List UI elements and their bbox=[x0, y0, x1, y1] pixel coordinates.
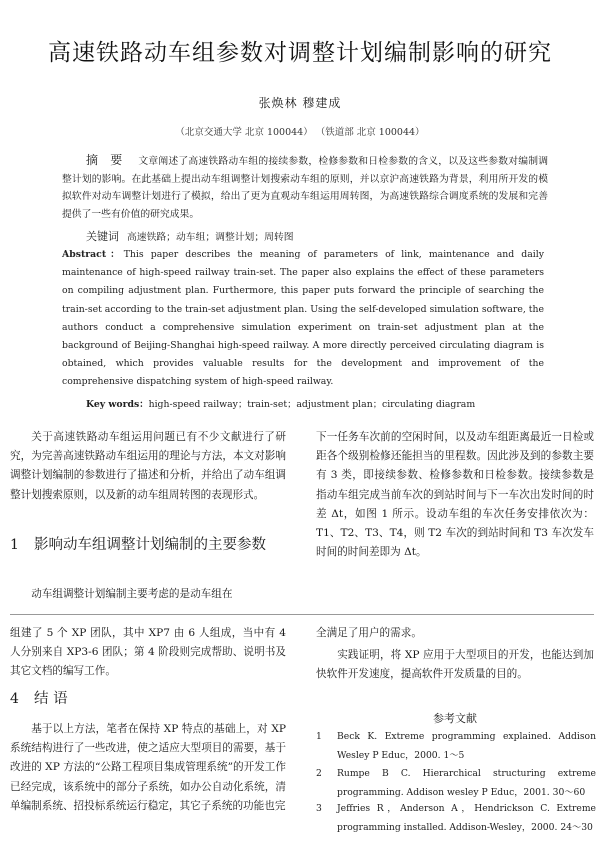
upper-right-paragraph: 下一任务车次前的空闲时间，以及动车组距离最近一日检或距各个级别检修还能担当的里程数。因此涉及到的参数主要有 3 类，即接续参数、检修参数和日检参数。接续参数是指动车组完成当前车次的到站时间与下一车次出发时间的时差 Δt，如图 1 所示。设动车组的车次任务安排依次为：T1、T2、T3、T4，则 T2 车次的到站时间和 T3 车次发车时间的时间差即为 Δt。 bbox=[316, 431, 594, 559]
abstract-en-label: Abstract： bbox=[62, 249, 124, 260]
lower-right-paragraph-2: 实践证明，将 XP 应用于大型项目的开发，也能达到加快软件开发速度，提高软件开发质量的目的。 bbox=[316, 649, 594, 681]
reference-item bbox=[316, 765, 596, 802]
intro-paragraph: 关于高速铁路动车组运用问题已有不少文献进行了研究，为完善高速铁路动车组运用的理论与方法，本文对影响调整计划编制的参数进行了描述和分析，并给出了动车组调整计划搜索原则，以及新的动车组周转图的表现形式。 bbox=[10, 431, 286, 501]
section-4-number: 4 bbox=[10, 691, 19, 707]
abstract-cn-text: 文章阐述了高速铁路动车组的接续参数，检修参数和日检参数的含义，以及这些参数对编制调整计划的影响。在此基础上提出动车组调整计划搜索动车组的原则，并以京沪高速铁路为背景，利用所开发的模拟软件对动车调整计划进行了模拟，给出了更为直观动车组运用周转图，为高速铁路综合调度系统的发展和完善提供了一些有价值的研究成果。 bbox=[62, 156, 549, 220]
abstract-en bbox=[62, 246, 544, 392]
section-4-title: 结 语 bbox=[34, 691, 68, 707]
abstract-cn bbox=[62, 152, 548, 223]
keywords-cn-label: 关键词 bbox=[86, 230, 119, 243]
reference-text: Jeffries R，Anderson A，Hendrickson C. Extreme programming installed. Addison-Wesley，2000. 24～30 bbox=[337, 803, 596, 833]
affiliation: （北京交通大学 北京 100044） （铁道部 北京 100044） bbox=[175, 127, 425, 138]
references-title: 参考文献 bbox=[433, 712, 477, 725]
conclusion-paragraph: 基于以上方法，笔者在保持 XP 特点的基础上，对 XP 系统结构进行了一些改进，使之适应大型项目的需要，基于改进的 XP 方法的“公路工程项目集成管理系统”的开发工作已经完成，该系统中的部分子系统，如办公自动化系统，清单编制系统、招投标系统运行稳定，其它子系统的功能也完 bbox=[10, 723, 286, 812]
reference-text: Beck K. Extreme programming explained. Addison Wesley P Educ，2000. 1～5 bbox=[337, 731, 596, 761]
lower-left-paragraph: 组建了 5 个 XP 团队，其中 XP7 由 6 人组成，当中有 4 人分别来自 XP3-6 团队；第 4 阶段则完成帮助、说明书及其它文档的编写工作。 bbox=[10, 627, 286, 678]
section-1-title: 影响动车组调整计划编制的主要参数 bbox=[34, 537, 266, 553]
keywords-cn bbox=[86, 228, 294, 244]
abstract-cn-label: 摘 要 bbox=[86, 153, 127, 167]
reference-item bbox=[316, 800, 596, 837]
reference-text: Rumpe B C. Hierarchical structuring extreme programming. Addison wesley P Educ，2001. 30～60 bbox=[337, 768, 596, 798]
section-1-paragraph: 动车组调整计划编制主要考虑的是动车组在 bbox=[31, 588, 233, 600]
paper-title: 高速铁路动车组参数对调整计划编制影响的研究 bbox=[48, 40, 552, 66]
abstract-en-text: This paper describes the meaning of parameters of link, maintenance and daily maintenance of high-speed railway train-set. The paper also explains the effect of these parameters on compiling adjustment plan. Furthermore, this paper puts forward the principle of searching the train-set according to the train-set adjustment plan. Using the self-developed simulation software, the authors conduct a comprehensive simulation experiment on train-set adjustment plan at the background of Beijing-Shanghai high-speed railway. A more directly perceived circulating diagram is obtained, which provides valuable results for the development and improvement of the comprehensive dispatching system of high-speed railway. bbox=[62, 249, 545, 388]
reference-item bbox=[316, 728, 596, 765]
section-1-number: 1 bbox=[10, 537, 19, 553]
keywords-en-text: high-speed railway；train-set；adjustment plan；circulating diagram bbox=[148, 399, 476, 410]
reference-number: 3 bbox=[316, 803, 322, 814]
section-divider bbox=[10, 614, 594, 615]
keywords-en-label: Key words： bbox=[86, 399, 149, 410]
keywords-cn-text: 高速铁路；动车组；调整计划；周转图 bbox=[127, 232, 294, 243]
authors: 张焕林 穆建成 bbox=[258, 96, 342, 110]
section-1-heading bbox=[10, 534, 286, 557]
lower-right-paragraph-1: 全满足了用户的需求。 bbox=[316, 627, 422, 639]
reference-number: 2 bbox=[316, 768, 322, 779]
keywords-en bbox=[86, 396, 475, 410]
reference-number: 1 bbox=[316, 731, 322, 742]
section-4-heading bbox=[10, 688, 286, 711]
